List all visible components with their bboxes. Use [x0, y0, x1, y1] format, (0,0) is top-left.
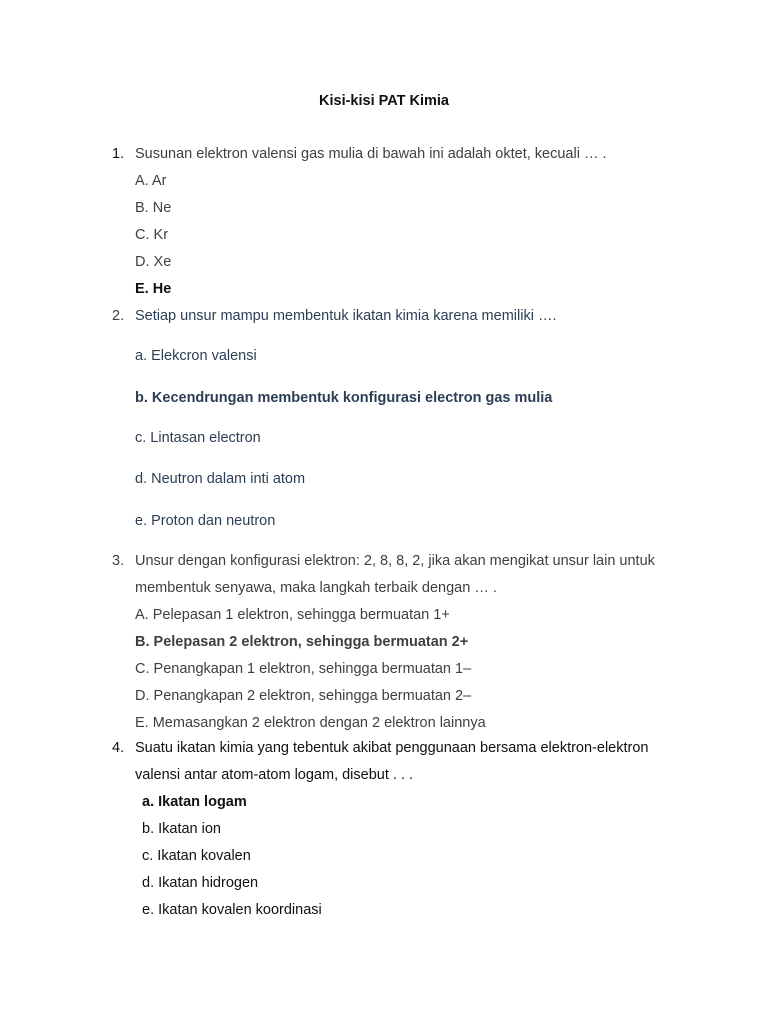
option-c: C. Penangkapan 1 elektron, sehingga bermuatan 1– [135, 661, 472, 677]
question-stem-line-1: Suatu ikatan kimia yang tebentuk akibat penggunaan bersama elektron-elektron [135, 740, 649, 756]
question-stem-line-2: valensi antar atom-atom logam, disebut . . . [135, 767, 414, 783]
option-e-answer: E. He [135, 281, 172, 297]
option-b: B. Ne [135, 200, 172, 216]
option-d: D. Penangkapan 2 elektron, sehingga bermuatan 2– [135, 688, 472, 704]
question-stem-line-2: membentuk senyawa, maka langkah terbaik dengan … . [135, 580, 497, 596]
option-d: D. Xe [135, 254, 172, 270]
option-d: d. Ikatan hidrogen [142, 875, 259, 891]
question-stem: Setiap unsur mampu membentuk ikatan kimia karena memiliki …. [135, 308, 557, 324]
option-b-answer: b. Kecendrungan membentuk konfigurasi electron gas mulia [135, 390, 553, 406]
question-number: 4. [112, 740, 125, 756]
page-title: Kisi-kisi PAT Kimia [319, 93, 449, 109]
option-c: c. Lintasan electron [135, 430, 261, 446]
option-d: d. Neutron dalam inti atom [135, 471, 306, 487]
option-b-answer: B. Pelepasan 2 elektron, sehingga bermuatan 2+ [135, 634, 469, 650]
option-c: C. Kr [135, 227, 169, 243]
option-e: e. Proton dan neutron [135, 513, 276, 529]
question-number: 2. [112, 308, 125, 324]
question-number: 1. [112, 146, 125, 162]
option-e: E. Memasangkan 2 elektron dengan 2 elektron lainnya [135, 715, 486, 731]
option-a: A. Ar [135, 173, 167, 189]
question-stem-line-1: Unsur dengan konfigurasi elektron: 2, 8, 8, 2, jika akan mengikat unsur lain untuk [135, 553, 655, 569]
option-a: A. Pelepasan 1 elektron, sehingga bermuatan 1+ [135, 607, 450, 623]
option-e: e. Ikatan kovalen koordinasi [142, 902, 322, 918]
question-stem: Susunan elektron valensi gas mulia di bawah ini adalah oktet, kecuali … . [135, 146, 607, 162]
option-a: a. Elekcron valensi [135, 348, 257, 364]
option-a-answer: a. Ikatan logam [142, 794, 247, 810]
option-b: b. Ikatan ion [142, 821, 221, 837]
question-number: 3. [112, 553, 125, 569]
option-c: c. Ikatan kovalen [142, 848, 251, 864]
